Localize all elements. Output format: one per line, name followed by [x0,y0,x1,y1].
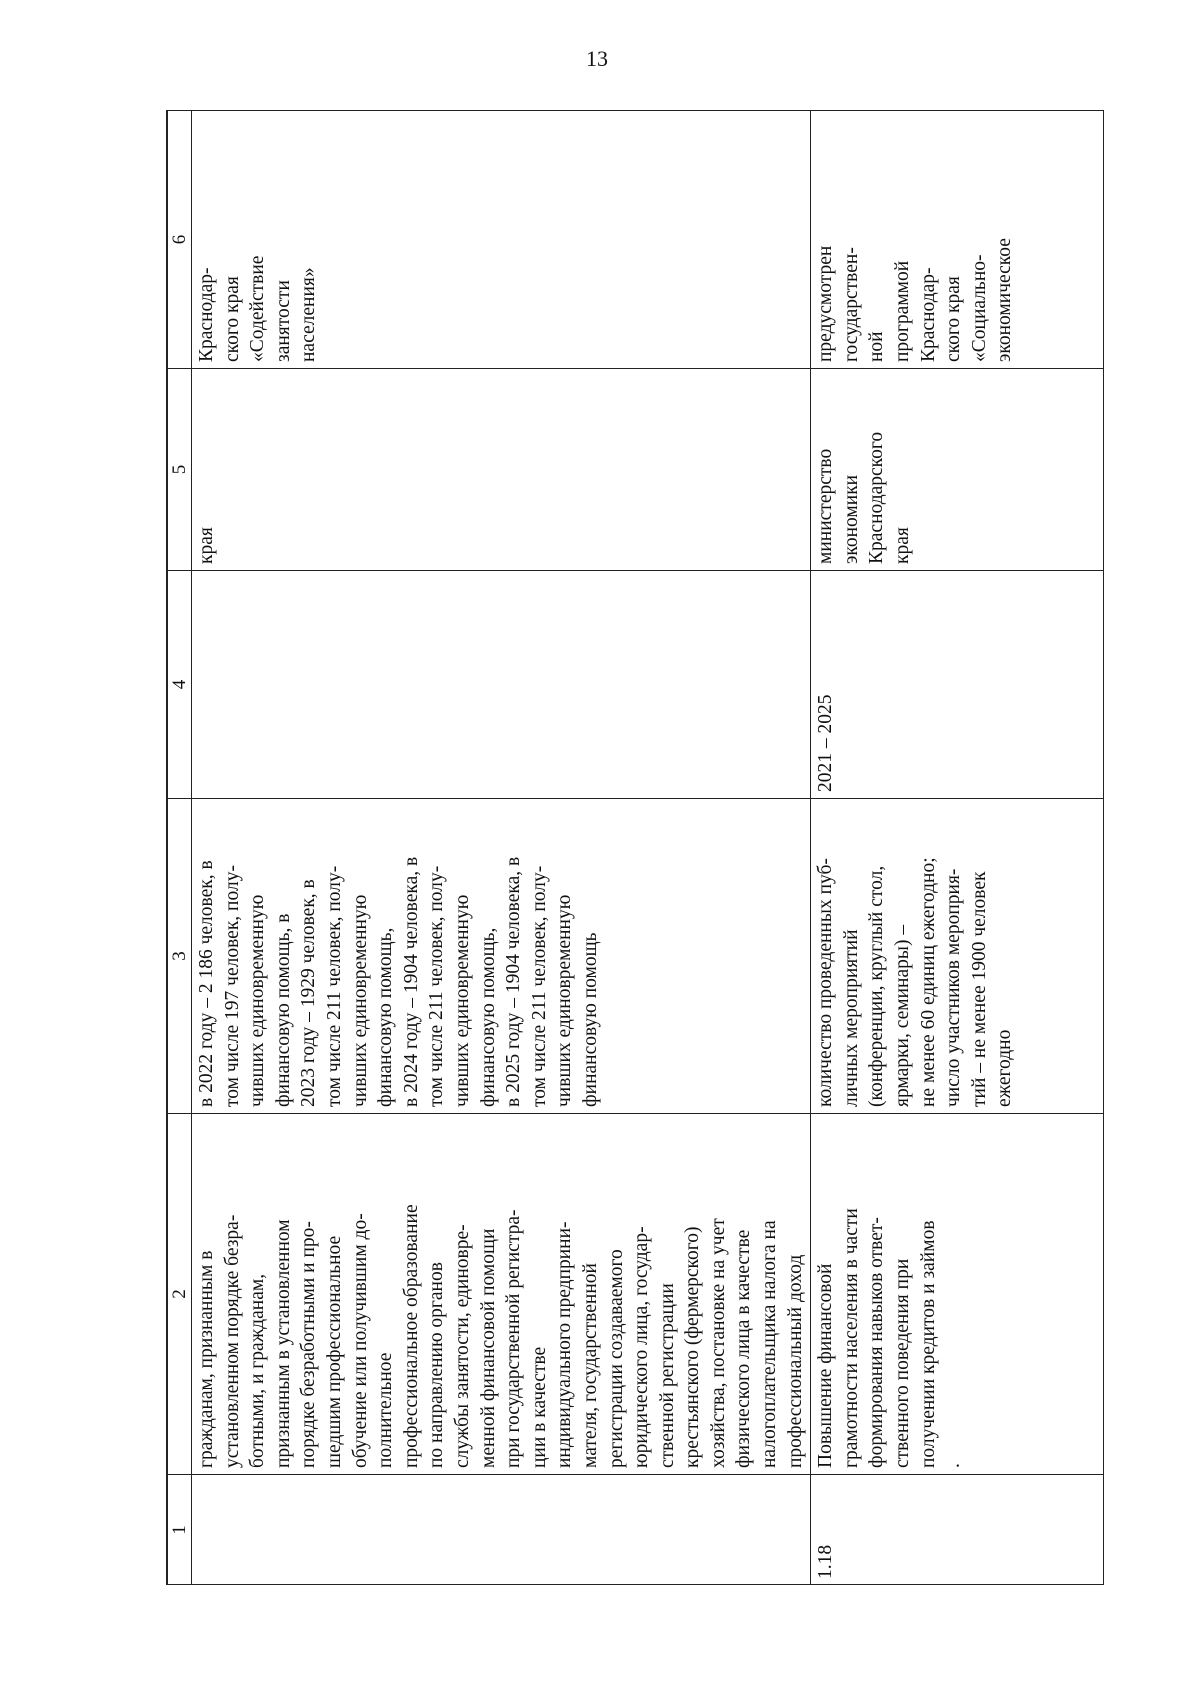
event-text: Повышение финансовой грамотности населения в части формирования навыков ответ- ственного поведения при получении кредитов и займов . [815,1208,965,1468]
note-text: предусмотрен государствен- ной программой Краснодар- ского края «Социально- экономическое [815,238,1016,362]
event-text: гражданам, признанным в установленном порядке безра- ботными, и гражданам, признанным в установленном порядке безработными и про- шедшим профессиональное обучение или получившим до- полнительное профессиональное образование по направлению органов службы занятости, единовре- менной финансовой помощи при государственной регистра- ции в качестве индивидуального предприни- мателя, государственной регистрации создаваемого юридического лица, государ- ственной регистрации крестьянского (фермерского) хозяйства, постановке на учет физического лица в качестве налогоплательщика налога на профессиональный доход [196,1204,806,1468]
executor-cell [192,369,811,571]
period-cell [192,571,811,799]
row-number [192,1475,811,1586]
header-col-3: 3 [168,799,192,1114]
indicator-text: в 2022 году – 2 186 человек, в том числе 197 человек, полу- чивших единовременную финансовую помощь, в 2023 году – 1929 человек, в том числе 211 человек, полу- чивших единовременную финансовую помощь, в 2024 году – 1904 человека, в том числе 211 человек, полу- чивших единовременную финансовую помощь, в 2025 году – 1904 человека, в том числе 211 человек, полу- чивших единовременную финансовую помощь [196,856,601,1107]
indicator-text: количество проведенных пуб- личных мероприятий (конференции, круглый стол, ярмарки, семинары) – не менее 60 единиц ежегодно; число участников мероприя- тий – не менее 1900 человек ежегодно [815,857,1016,1107]
header-col-6: 6 [168,111,192,369]
table-row [811,111,1104,1586]
period-cell [811,571,1104,799]
header-row [168,111,192,1586]
header-col-5: 5 [168,369,192,571]
note-cell [811,111,1104,369]
note-cell [192,111,811,369]
executor-text: края [196,527,217,564]
row-number-text: 1.18 [815,1544,837,1579]
executor-cell [811,369,1104,571]
table-row [192,111,811,1586]
header-col-4: 4 [168,571,192,799]
note-text: Краснодар- ского края «Содействие занятости населения» [196,255,320,362]
event-cell [192,1114,811,1475]
indicator-cell [811,799,1104,1114]
indicator-cell [192,799,811,1114]
header-col-2: 2 [168,1114,192,1475]
period-text: 2021 – 2025 [815,694,837,792]
rotated-table-content [167,111,1104,1585]
header-col-1: 1 [168,1475,192,1586]
event-cell [811,1114,1104,1475]
page-number: 13 [586,46,608,71]
table-grid [167,110,1104,1585]
measures-table [166,110,1104,1585]
row-number [811,1475,1104,1586]
executor-text: министерство экономики Краснодарского края [815,431,914,564]
